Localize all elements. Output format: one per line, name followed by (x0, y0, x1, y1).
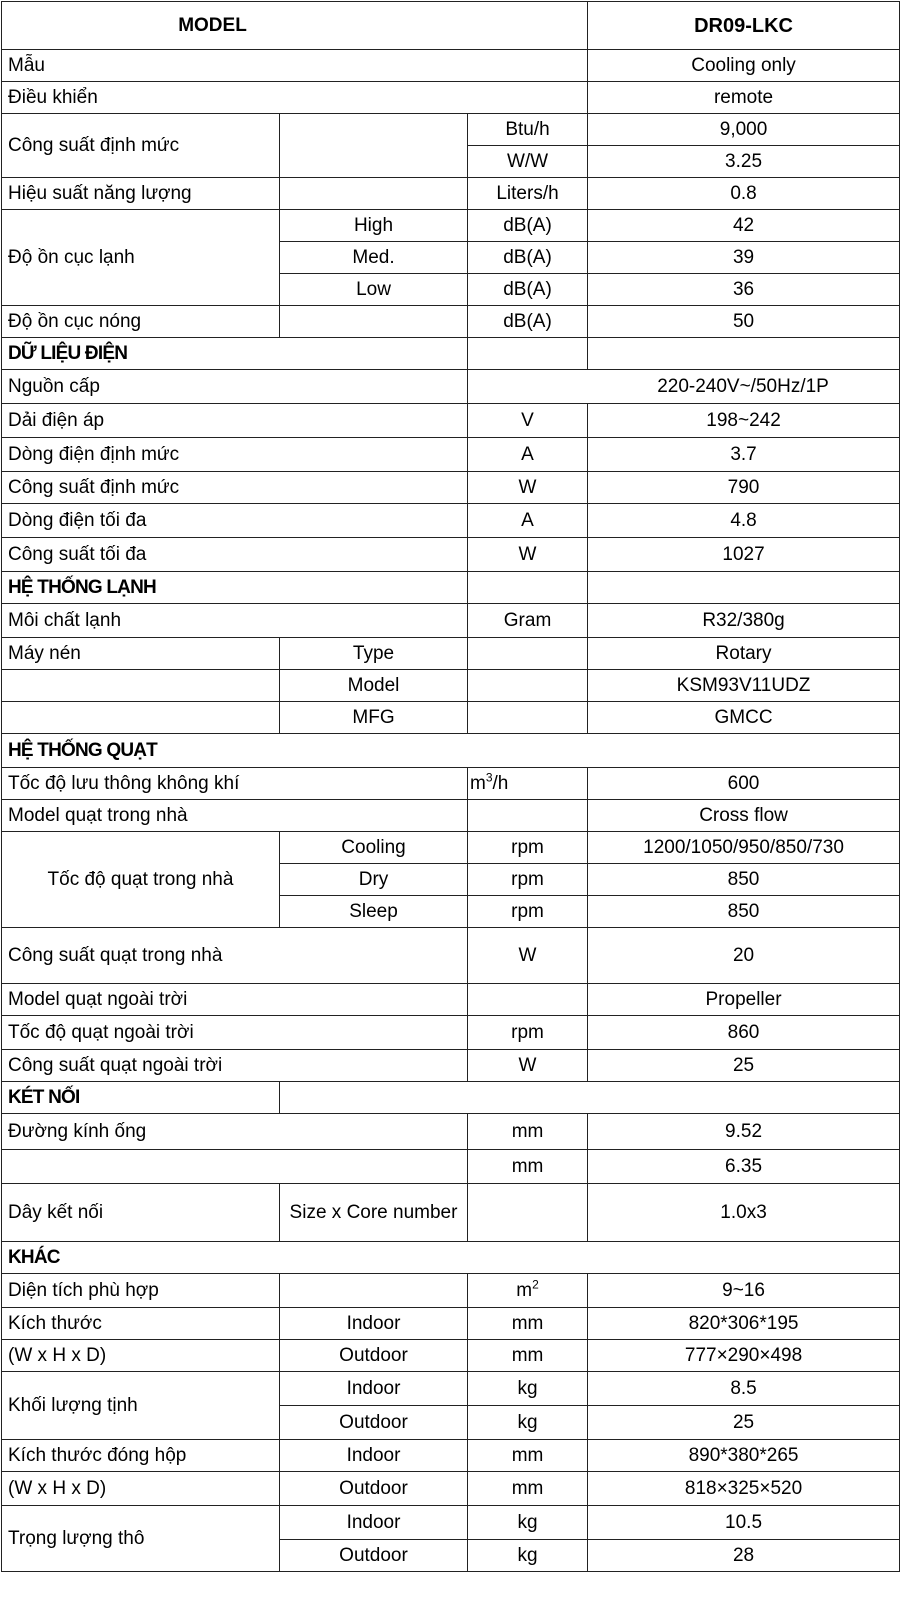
row-label: Hiệu suất năng lượng (2, 178, 280, 210)
table-row (2, 178, 900, 210)
section-title: HỆ THỐNG LẠNH (2, 572, 468, 604)
table-row (2, 50, 900, 82)
row-mode: High (280, 210, 468, 242)
row-label: Độ ồn cục nóng (2, 306, 280, 338)
table-row (2, 404, 900, 438)
empty-cell (468, 1184, 588, 1242)
section-row (2, 1242, 900, 1274)
table-row (2, 504, 900, 538)
empty-cell (468, 670, 588, 702)
table-row (2, 438, 900, 472)
table-row (2, 1472, 900, 1506)
empty-cell (280, 178, 468, 210)
table-row (2, 1372, 900, 1406)
section-title: KHÁC (2, 1242, 900, 1274)
row-value: 9~16 (588, 1274, 900, 1308)
empty-cell (468, 572, 588, 604)
row-value: 4.8 (588, 504, 900, 538)
row-label: Độ ồn cục lạnh (2, 210, 280, 306)
empty-cell (468, 702, 588, 734)
empty-cell (280, 306, 468, 338)
row-unit: kg (468, 1372, 588, 1406)
row-unit: Liters/h (468, 178, 588, 210)
empty-cell (588, 572, 900, 604)
section-row (2, 1082, 900, 1114)
empty-cell (2, 670, 280, 702)
row-label: Mẫu (2, 50, 588, 82)
table-row (2, 370, 900, 404)
table-row (2, 1440, 900, 1472)
row-sub: Indoor (280, 1506, 468, 1540)
table-row (2, 1274, 900, 1308)
row-label: Model quạt trong nhà (2, 800, 468, 832)
row-value: Cross flow (588, 800, 900, 832)
row-label: Công suất định mức (2, 472, 468, 504)
empty-cell (280, 1082, 900, 1114)
row-mode: Low (280, 274, 468, 306)
table-row (2, 1506, 900, 1540)
table-row (2, 702, 900, 734)
table-row (2, 210, 900, 242)
row-value: 0.8 (588, 178, 900, 210)
table-row (2, 306, 900, 338)
row-value: 42 (588, 210, 900, 242)
section-title: DỮ LIỆU ĐIỆN (2, 338, 468, 370)
row-label: Môi chất lạnh (2, 604, 468, 638)
row-label: Diện tích phù hợp (2, 1274, 280, 1308)
row-unit (468, 768, 588, 800)
row-unit: A (468, 438, 588, 472)
row-sub: Model (280, 670, 468, 702)
row-label: Dải điện áp (2, 404, 468, 438)
row-mode: Cooling (280, 832, 468, 864)
table-row (2, 638, 900, 670)
row-unit: W (468, 1050, 588, 1082)
row-value: 28 (588, 1540, 900, 1572)
row-value: 9,000 (588, 114, 900, 146)
row-value: 1.0x3 (588, 1184, 900, 1242)
row-unit: rpm (468, 864, 588, 896)
row-unit: V (468, 404, 588, 438)
row-sub: Outdoor (280, 1340, 468, 1372)
row-mode: Sleep (280, 896, 468, 928)
row-sub: Type (280, 638, 468, 670)
table-row (2, 1016, 900, 1050)
row-label: Trọng lượng thô (2, 1506, 280, 1572)
row-unit: rpm (468, 896, 588, 928)
section-row (2, 572, 900, 604)
row-unit: kg (468, 1406, 588, 1440)
row-unit: A (468, 504, 588, 538)
row-label: Công suất định mức (2, 114, 280, 178)
table-row (2, 1340, 900, 1372)
row-mode: Dry (280, 864, 468, 896)
row-label: Công suất quạt ngoài trời (2, 1050, 468, 1082)
row-unit: Btu/h (468, 114, 588, 146)
row-value: KSM93V11UDZ (588, 670, 900, 702)
row-label: Điều khiển (2, 82, 588, 114)
row-unit: mm (468, 1472, 588, 1506)
row-label: Dòng điện định mức (2, 438, 468, 472)
row-sub: Size x Core number (280, 1184, 468, 1242)
unit-base: m (470, 772, 486, 794)
row-sub: Outdoor (280, 1540, 468, 1572)
table-row (2, 1114, 900, 1150)
table-row (2, 114, 900, 146)
row-label: Nguồn cấp (2, 370, 468, 404)
table-row (2, 604, 900, 638)
row-value: Cooling only (588, 50, 900, 82)
row-label: (W x H x D) (2, 1340, 280, 1372)
row-value: 1200/1050/950/850/730 (588, 832, 900, 864)
empty-cell (2, 1150, 468, 1184)
row-label: Đường kính ống (2, 1114, 468, 1150)
row-label: Dây kết nối (2, 1184, 280, 1242)
row-value: 850 (588, 864, 900, 896)
row-value: 8.5 (588, 1372, 900, 1406)
row-unit: W (468, 928, 588, 984)
row-mode: Med. (280, 242, 468, 274)
row-sub: Indoor (280, 1440, 468, 1472)
section-title: KÉT NỐI (2, 1082, 280, 1114)
model-label: MODEL (2, 2, 588, 50)
empty-cell (280, 1274, 468, 1308)
empty-cell (280, 114, 468, 178)
row-label: Tốc độ quạt trong nhà (2, 832, 280, 928)
row-value: 850 (588, 896, 900, 928)
row-sub: Indoor (280, 1308, 468, 1340)
model-value: DR09-LKC (588, 2, 900, 50)
row-value: 25 (588, 1406, 900, 1440)
table-row (2, 1150, 900, 1184)
header-row (2, 2, 900, 50)
row-value: 10.5 (588, 1506, 900, 1540)
section-row (2, 338, 900, 370)
row-value: 3.7 (588, 438, 900, 472)
row-value: 818×325×520 (588, 1472, 900, 1506)
row-value: 25 (588, 1050, 900, 1082)
row-value: 890*380*265 (588, 1440, 900, 1472)
row-unit: W (468, 538, 588, 572)
unit-sup: 2 (532, 1277, 539, 1292)
table-row (2, 1184, 900, 1242)
unit-base: m (516, 1279, 533, 1301)
row-value: 1027 (588, 538, 900, 572)
row-unit: W/W (468, 146, 588, 178)
row-value: 790 (588, 472, 900, 504)
section-title: HỆ THỐNG QUẠT (2, 734, 900, 768)
row-value: Propeller (588, 984, 900, 1016)
row-label: (W x H x D) (2, 1472, 280, 1506)
row-sub: Outdoor (280, 1406, 468, 1440)
table-row (2, 82, 900, 114)
row-unit: dB(A) (468, 242, 588, 274)
row-value: 39 (588, 242, 900, 274)
table-row (2, 670, 900, 702)
row-value: 50 (588, 306, 900, 338)
row-value: 220-240V~/50Hz/1P (468, 370, 900, 404)
row-unit: mm (468, 1150, 588, 1184)
table-row (2, 1050, 900, 1082)
row-unit: rpm (468, 1016, 588, 1050)
row-value: 6.35 (588, 1150, 900, 1184)
row-unit: kg (468, 1506, 588, 1540)
row-label: Dòng điện tối đa (2, 504, 468, 538)
row-label: Tốc độ lưu thông không khí (2, 768, 468, 800)
unit-tail: /h (492, 772, 509, 794)
empty-cell (2, 702, 280, 734)
row-value: R32/380g (588, 604, 900, 638)
row-value: 860 (588, 1016, 900, 1050)
section-row (2, 734, 900, 768)
row-value: remote (588, 82, 900, 114)
row-unit: W (468, 472, 588, 504)
row-label: Công suất quạt trong nhà (2, 928, 468, 984)
row-label: Tốc độ quạt ngoài trời (2, 1016, 468, 1050)
table-row (2, 1308, 900, 1340)
row-unit: rpm (468, 832, 588, 864)
empty-cell (468, 984, 588, 1016)
row-sub: MFG (280, 702, 468, 734)
row-label: Khối lượng tịnh (2, 1372, 280, 1440)
row-label: Công suất tối đa (2, 538, 468, 572)
spec-table (1, 1, 900, 1572)
table-row (2, 472, 900, 504)
row-unit: mm (468, 1440, 588, 1472)
row-value: 600 (588, 768, 900, 800)
unit-sup: 3 (485, 770, 493, 785)
row-unit: mm (468, 1308, 588, 1340)
row-value: 36 (588, 274, 900, 306)
table-row (2, 800, 900, 832)
empty-cell (468, 338, 588, 370)
row-unit: mm (468, 1340, 588, 1372)
row-unit: kg (468, 1540, 588, 1572)
row-value: 820*306*195 (588, 1308, 900, 1340)
row-value: 3.25 (588, 146, 900, 178)
row-unit: dB(A) (468, 210, 588, 242)
row-value: Rotary (588, 638, 900, 670)
row-unit: dB(A) (468, 306, 588, 338)
empty-cell (588, 338, 900, 370)
row-label: Kích thước (2, 1308, 280, 1340)
empty-cell (468, 638, 588, 670)
row-label: Kích thước đóng hộp (2, 1440, 280, 1472)
row-value: 198~242 (588, 404, 900, 438)
table-row (2, 538, 900, 572)
table-row (2, 768, 900, 800)
row-value: GMCC (588, 702, 900, 734)
row-label: Model quạt ngoài trời (2, 984, 468, 1016)
row-unit: dB(A) (468, 274, 588, 306)
row-sub: Indoor (280, 1372, 468, 1406)
row-value: 9.52 (588, 1114, 900, 1150)
row-unit: Gram (468, 604, 588, 638)
table-row (2, 832, 900, 864)
table-row (2, 928, 900, 984)
row-value: 777×290×498 (588, 1340, 900, 1372)
row-label: Máy nén (2, 638, 280, 670)
row-sub: Outdoor (280, 1472, 468, 1506)
row-unit (468, 1274, 588, 1308)
row-unit: mm (468, 1114, 588, 1150)
empty-cell (468, 800, 588, 832)
table-row (2, 984, 900, 1016)
row-value: 20 (588, 928, 900, 984)
